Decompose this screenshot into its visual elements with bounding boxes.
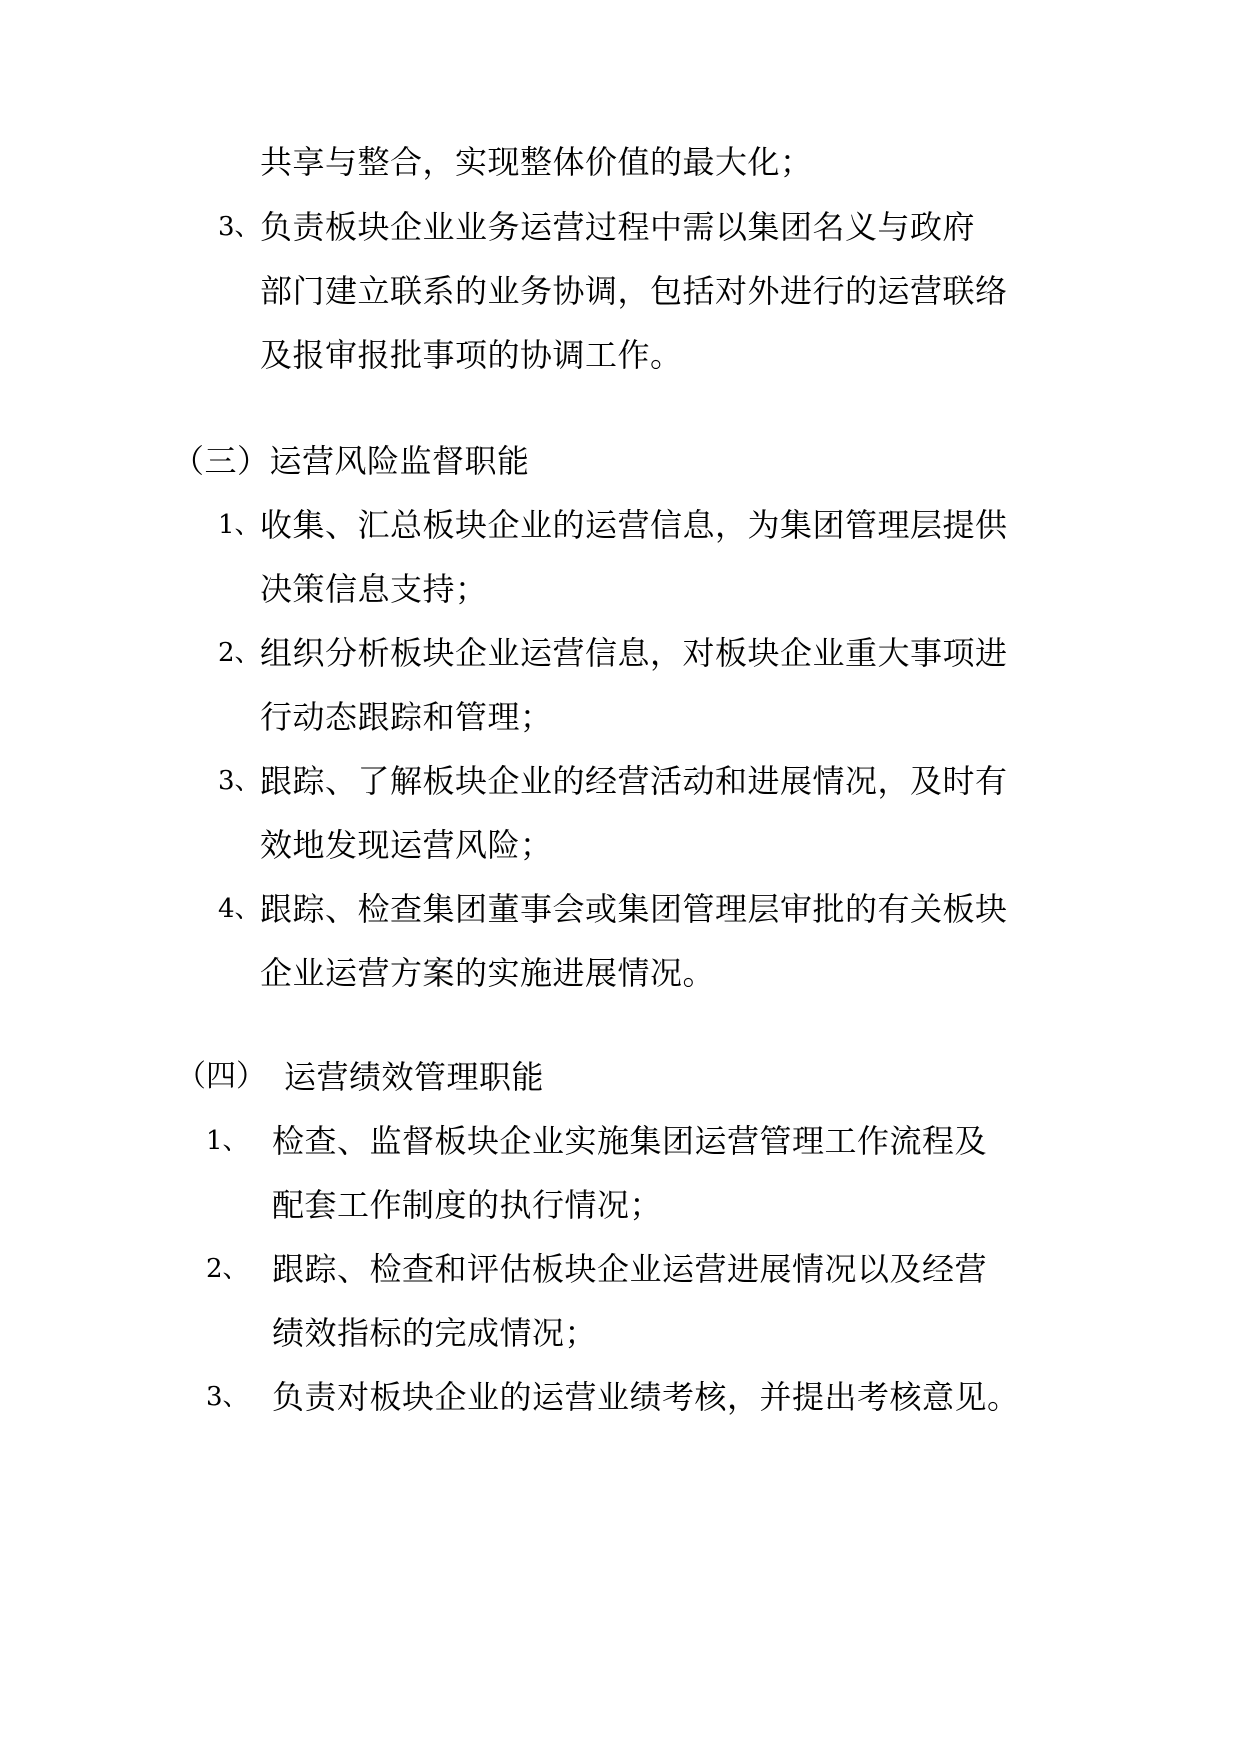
section3-item3-line2: 效地发现运营风险； bbox=[260, 826, 553, 864]
section3-item3-number: 3、 bbox=[218, 766, 261, 796]
section4-item2-line2: 绩效指标的完成情况； bbox=[272, 1314, 598, 1352]
section3-item1-line1: 收集、汇总板块企业的运营信息，为集团管理层提供 bbox=[260, 506, 1008, 544]
section3-item4-line2: 企业运营方案的实施进展情况。 bbox=[260, 954, 716, 992]
section4-item1-line1: 检查、监督板块企业实施集团运营管理工作流程及 bbox=[272, 1122, 988, 1160]
section3-item4-number: 4、 bbox=[218, 894, 261, 924]
section4-title: 运营绩效管理职能 bbox=[284, 1058, 545, 1096]
section4-label: （四） bbox=[176, 1059, 266, 1094]
section3-item2-line2: 行动态跟踪和管理； bbox=[260, 698, 553, 736]
section2-item3-line3: 及报审报批事项的协调工作。 bbox=[260, 336, 683, 374]
section2-item2-continued: 共享与整合，实现整体价值的最大化； bbox=[260, 143, 813, 181]
section2-item3-line1: 负责板块企业业务运营过程中需以集团名义与政府 bbox=[260, 208, 976, 246]
section3-item4-line1: 跟踪、检查集团董事会或集团管理层审批的有关板块 bbox=[260, 890, 1008, 928]
section4-item2-line1: 跟踪、检查和评估板块企业运营进展情况以及经营 bbox=[272, 1250, 988, 1288]
section4-item1-number: 1、 bbox=[206, 1126, 249, 1156]
section4-item1-line2: 配套工作制度的执行情况； bbox=[272, 1186, 663, 1224]
section2-item3-number: 3、 bbox=[218, 212, 261, 242]
section3-item2-line1: 组织分析板块企业运营信息，对板块企业重大事项进 bbox=[260, 634, 1008, 672]
section3-item3-line1: 跟踪、了解板块企业的经营活动和进展情况，及时有 bbox=[260, 762, 1008, 800]
section3-heading: （三）运营风险监督职能 bbox=[172, 442, 530, 480]
section3-item2-number: 2、 bbox=[218, 638, 261, 668]
section4-item2-number: 2、 bbox=[206, 1254, 249, 1284]
section3-item1-line2: 决策信息支持； bbox=[260, 570, 488, 608]
section2-item3-line2: 部门建立联系的业务协调，包括对外进行的运营联络 bbox=[260, 272, 1008, 310]
section4-item3-line1: 负责对板块企业的运营业绩考核，并提出考核意见。 bbox=[272, 1378, 1020, 1416]
section4-item3-number: 3、 bbox=[206, 1382, 249, 1412]
section3-item1-number: 1、 bbox=[218, 510, 261, 540]
